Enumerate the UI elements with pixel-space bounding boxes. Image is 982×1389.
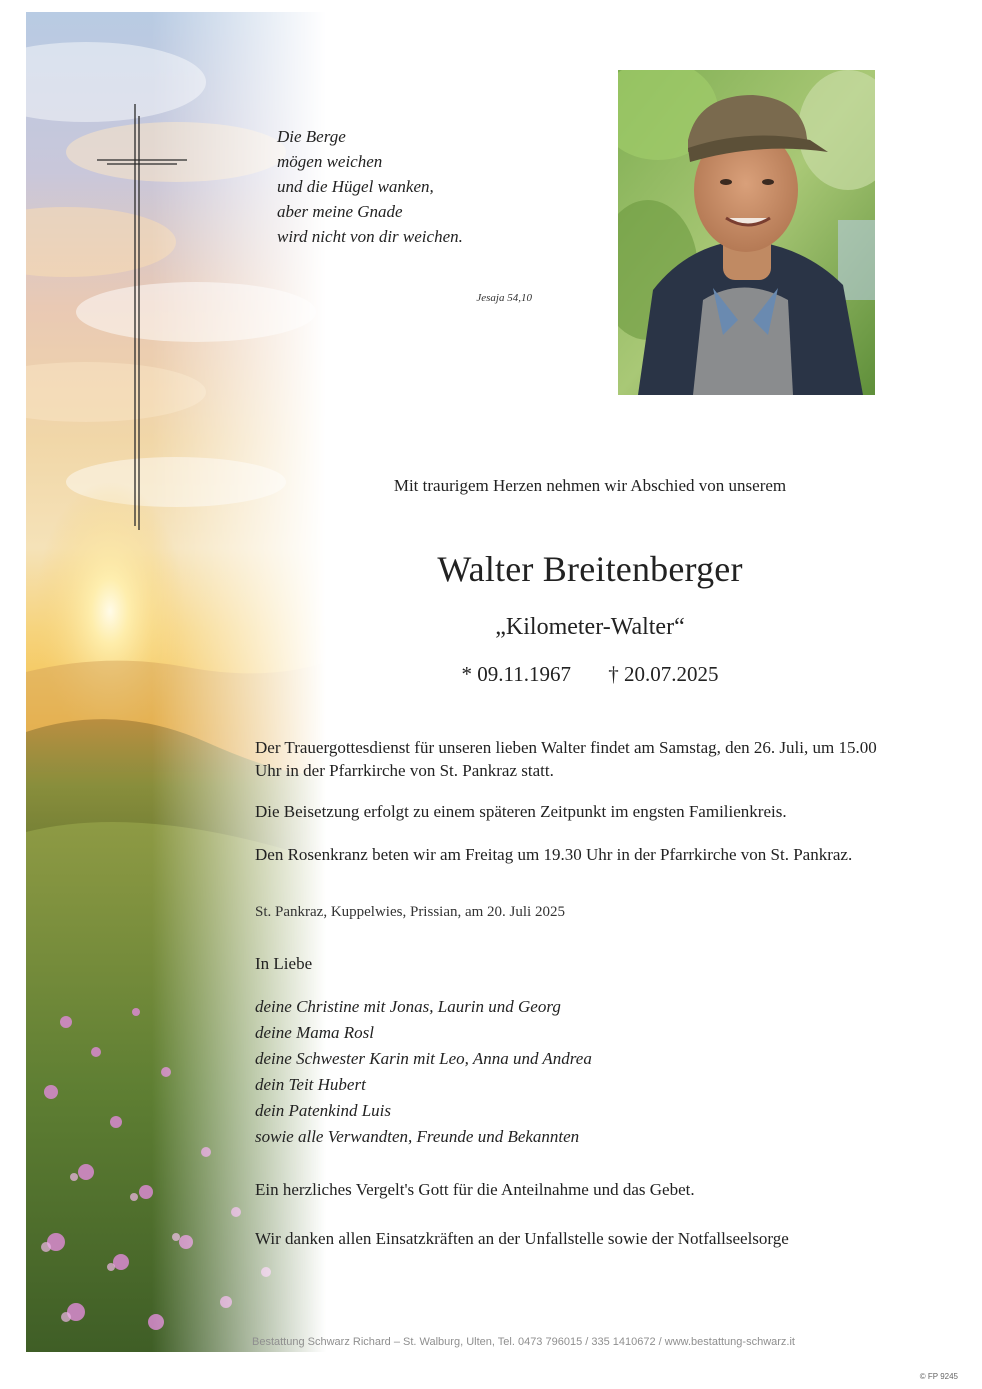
list-item: deine Schwester Karin mit Leo, Anna und Andrea	[255, 1049, 592, 1068]
thanks-rescuers-text: Wir danken allen Einsatzkräften an der Unfallstelle sowie der Notfallseelsorge	[255, 1229, 789, 1248]
death-date: † 20.07.2025	[608, 662, 719, 686]
list-item: deine Christine mit Jonas, Laurin und Georg	[255, 997, 561, 1016]
list-item: dein Teit Hubert	[255, 1075, 366, 1094]
verse-line: und die Hügel wanken,	[277, 177, 434, 196]
place-date: St. Pankraz, Kuppelwies, Prissian, am 20. Juli 2025	[255, 904, 565, 920]
list-item: sowie alle Verwandten, Freunde und Bekannten	[255, 1127, 580, 1146]
deceased-nickname: „Kilometer-Walter“	[495, 614, 685, 640]
bible-verse	[277, 124, 547, 249]
verse-reference: Jesaja 54,10	[476, 292, 532, 304]
birth-date: * 09.11.1967	[461, 662, 571, 686]
verse-line: wird nicht von dir weichen.	[277, 227, 463, 246]
list-item: dein Patenkind Luis	[255, 1101, 391, 1120]
list-item: deine Mama Rosl	[255, 1023, 374, 1042]
verse-line: aber meine Gnade	[277, 202, 403, 221]
verse-line: Die Berge	[277, 127, 346, 146]
funeral-service-text: Der Trauergottesdienst für unseren lieben Walter findet am Samstag, den 26. Juli, um 15.00 Uhr in der Pfarrkirche von St. Pankraz statt.	[255, 738, 877, 780]
burial-text: Die Beisetzung erfolgt zu einem späteren Zeitpunkt im engsten Familienkreis.	[255, 802, 787, 821]
life-dates	[255, 662, 925, 687]
portrait-photo	[618, 70, 875, 395]
cross-icon	[95, 102, 187, 530]
print-code: © FP 9245	[919, 1372, 958, 1381]
intro-text: Mit traurigem Herzen nehmen wir Abschied von unserem	[393, 476, 787, 495]
verse-line: mögen weichen	[277, 152, 383, 171]
deceased-name: Walter Breitenberger	[437, 549, 743, 589]
mourners-list	[255, 994, 815, 1150]
funeral-home-footer: Bestattung Schwarz Richard – St. Walburg, Ulten, Tel. 0473 796015 / 335 1410672 / www.bestattung-schwarz.it	[252, 1336, 795, 1348]
thanks-prayer-text: Ein herzliches Vergelt's Gott für die Anteilnahme und das Gebet.	[255, 1180, 695, 1199]
in-love-text: In Liebe	[255, 954, 313, 973]
rosary-text: Den Rosenkranz beten wir am Freitag um 19.30 Uhr in der Pfarrkirche von St. Pankraz.	[255, 845, 853, 864]
